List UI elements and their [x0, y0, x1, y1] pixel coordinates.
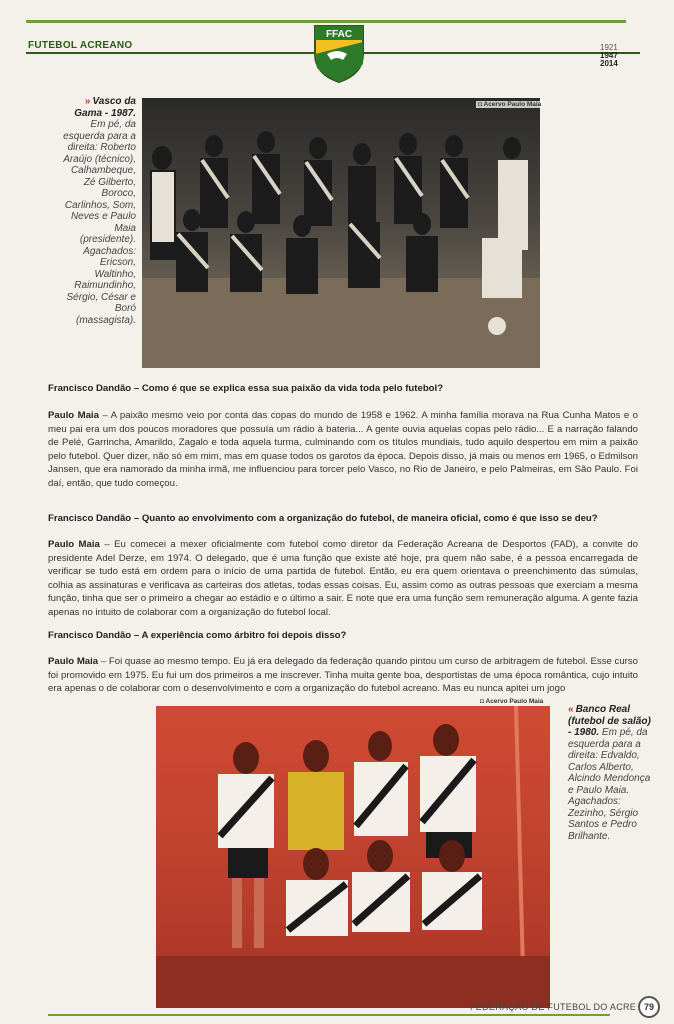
answer-text: – Foi quase ao mesmo tempo. Eu já era delegado da federação quando pintou um curso de arbitragem de futebol. Esse curso foi promovido em 1975. Eu fui um dos primeiros a me inscrever. Tinha muita gente boa, desportistas de uma época romântica, cujo intuito era apenas o de colaborar com o desenvolvimento e com a organização do futebol acreano. Mas eu nunca apitei um jogo: [48, 656, 638, 695]
photo2-credit-text: Acervo Paulo Maia: [485, 698, 544, 705]
photo1-credit-text: Acervo Paulo Maia: [483, 101, 542, 108]
question-text: – Quanto ao envolvimento com a organização do futebol, de maneira oficial, como é que isso se deu?: [131, 513, 598, 524]
question-text: – Como é que se explica essa sua paixão da vida toda pelo futebol?: [131, 383, 444, 394]
crest-text: FFAC: [325, 29, 353, 40]
page-number: 79: [638, 996, 660, 1018]
speaker-name: Paulo Maia: [48, 539, 100, 550]
years-label: [600, 44, 618, 68]
ffac-crest-logo: [313, 24, 365, 84]
year-3: 2014: [600, 59, 618, 68]
speaker-name: Paulo Maia: [48, 656, 99, 667]
year-1: 1921: [600, 43, 618, 52]
caption-arrow-icon: «: [568, 704, 574, 715]
interview-question: [48, 629, 638, 643]
interview-answer: [48, 409, 638, 491]
answer-text: – Eu comecei a mexer oficialmente com futebol como diretor da Federação Acreana de Desportos (FAD), a convite do presidente Adel Derze, em 1974. O delegado, que é uma função que existe até hoje, pra quem não sabe, é a pessoa encarregada de verificar se tudo está em ordem para o início de uma partida de futebol. Então, eu era quem orientava o preenchimento das súmulas, colhia as assinaturas e verificava as carteiras dos atletas, todas essas coisas. Eu, assim como as outras pessoas que exerciam a mesma função, tinha que ser o primeiro a chegar ao estádio e o último a sair. E note que era uma função sem remuneração alguma. A gente fazia apenas no intuito de colaborar com a organização do futebol local.: [48, 539, 638, 618]
camera-icon: ◘: [478, 101, 484, 108]
interview-question: [48, 512, 638, 526]
photo2-caption: [568, 704, 654, 842]
footer-rule: [48, 1014, 610, 1016]
caption1-text: Em pé, da esquerda para a direita: Roberto Araújo (técnico), Calhambeque, Zé Gilberto, Boroco, Carlinhos, Som, Neves e Paulo Maia (presidente). Agachados: Ericson, Waltinho, Raimundinho, Sérgio, César e Boró (massagista).: [63, 119, 136, 326]
footer-federation-name: FEDERAÇÃO DE FUTEBOL DO ACRE: [470, 1002, 637, 1012]
caption2-title: Banco Real (futebol de salão) - 1980.: [568, 704, 651, 738]
section-title: FUTEBOL ACREANO: [28, 40, 133, 51]
year-2: 1947: [600, 51, 618, 60]
speaker-name: Francisco Dandão: [48, 383, 132, 394]
team-photo-1987: [142, 98, 540, 368]
team-photo-1980: [156, 706, 550, 1008]
camera-icon: ◘: [480, 698, 486, 705]
team-photo-1980-image: [156, 706, 550, 1008]
photo2-credit: [480, 698, 543, 705]
answer-text: – A paixão mesmo veio por conta das copas do mundo de 1958 e 1962. A minha família morava na Rua Cunha Matos e o meu pai era um dos poucos moradores que possuía um rádio à bateria... A gente ouvia aquelas copas pelo rádio... E a narração falando de Pelé, Garrincha, Amarildo, Zagalo e toda aquela turma, culminando com os títulos mundiais, tudo aquilo despertou em mim a paixão pelo futebol. Quer dizer, não só em mim, mas em quase todos os garotos da época. Depois disso, já mais ou menos em 1965, o Edmilson Jansen, que era namorado da minha irmã, me influenciou para torcer pelo Vasco, no Rio de Janeiro, e pelo Palmeiras, em São Paulo. Foi daí, então, que tudo começou.: [48, 410, 638, 489]
header-top-rule: [26, 20, 626, 23]
photo1-caption: [60, 96, 136, 326]
caption1-title: Vasco da Gama - 1987.: [74, 96, 136, 119]
team-photo-1987-image: [142, 98, 540, 368]
question-text: – A experiência como árbitro foi depois disso?: [131, 630, 347, 641]
interview-question: [48, 382, 638, 396]
speaker-name: Paulo Maia: [48, 410, 99, 421]
caption-arrow-icon: »: [84, 96, 91, 107]
photo1-credit: [476, 101, 543, 108]
speaker-name: Francisco Dandão: [48, 513, 132, 524]
interview-answer: [48, 655, 638, 696]
caption2-text: Em pé, da esquerda para a direita: Edvaldo, Carlos Alberto, Alcindo Mendonça e Paulo Maia. Agachados: Zezinho, Sérgio Santos e Pedro Brilhante.: [568, 727, 651, 842]
speaker-name: Francisco Dandão: [48, 630, 132, 641]
interview-answer: [48, 538, 638, 620]
